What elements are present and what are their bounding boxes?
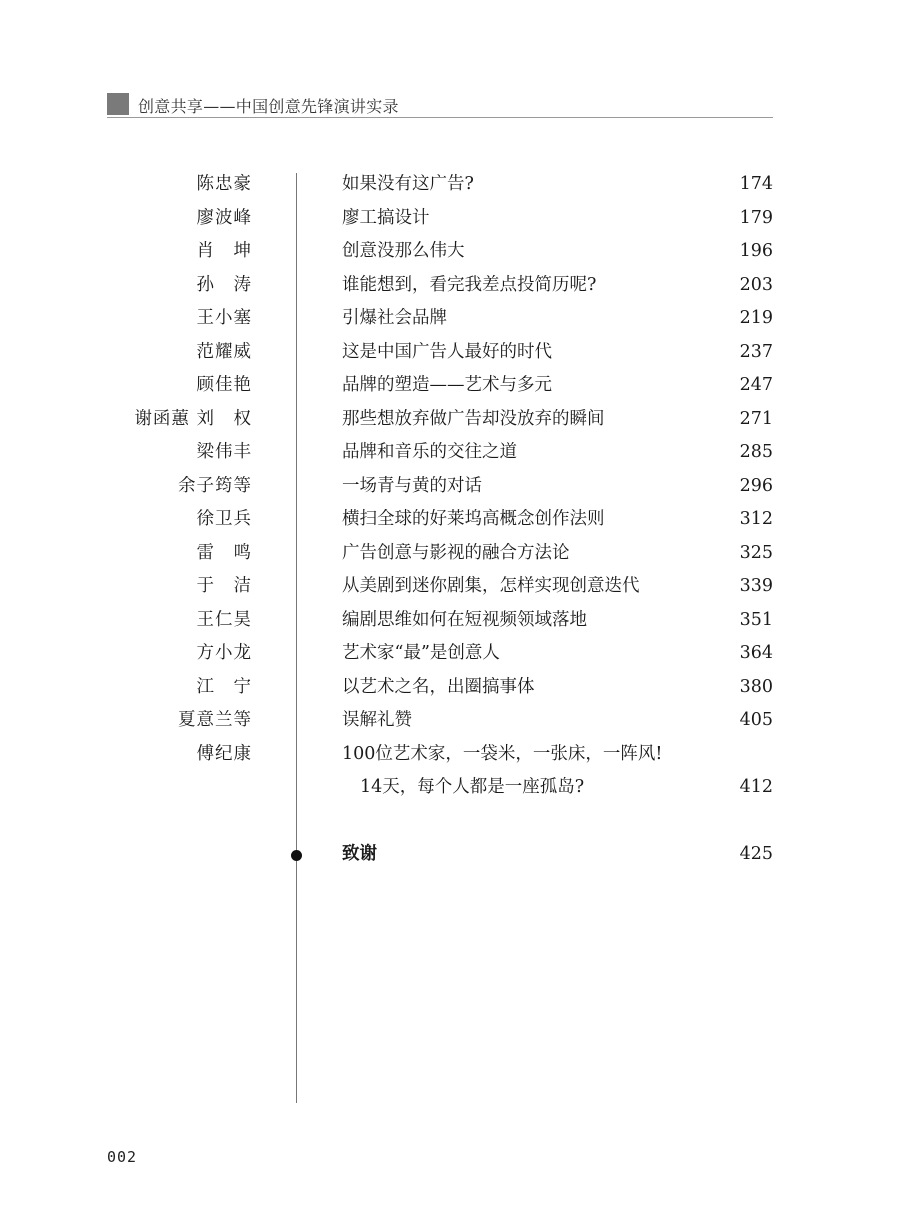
toc-page-number: 405 (739, 710, 773, 730)
toc-entry-acknowledgement[interactable] (0, 838, 900, 871)
toc-entry[interactable] (0, 336, 900, 369)
toc-page-number: 425 (739, 844, 773, 864)
toc-title: 艺术家“最”是创意人 (342, 643, 500, 663)
toc-author: 谢函蕙 刘 权 (134, 408, 252, 429)
toc-title: 误解礼赞 (342, 710, 412, 730)
toc-title: 广告创意与影视的融合方法论 (342, 542, 570, 563)
toc-title-continuation: 14天，每个人都是一座孤岛? (360, 777, 585, 797)
toc-entry[interactable] (0, 604, 900, 637)
toc-entry[interactable] (0, 470, 900, 503)
toc-title: 这是中国广告人最好的时代 (342, 341, 552, 362)
toc-page-number: 237 (739, 341, 773, 362)
toc-entry-continuation[interactable] (0, 771, 900, 804)
toc-entry[interactable] (0, 269, 900, 302)
toc-title: 如果没有这广告? (342, 174, 474, 194)
toc-page-number: 339 (739, 576, 773, 596)
toc-author: 夏意兰等 (178, 710, 252, 730)
toc-entry[interactable] (0, 637, 900, 670)
toc-title: 从美剧到迷你剧集，怎样实现创意迭代 (342, 576, 640, 596)
toc-title: 横扫全球的好莱坞高概念创作法则 (342, 509, 605, 529)
toc-author: 于 洁 (196, 576, 252, 596)
toc-author: 肖 坤 (196, 241, 252, 261)
toc-author: 顾佳艳 (196, 375, 252, 395)
toc-title: 以艺术之名，出圈搞事体 (342, 676, 535, 697)
toc-author: 范耀威 (196, 341, 252, 362)
header-marker-square (107, 93, 129, 115)
toc-title: 创意没那么伟大 (342, 241, 465, 261)
running-header (107, 90, 773, 118)
toc-author: 王仁昊 (196, 609, 252, 630)
acknowledgement-title: 致谢 (342, 844, 377, 864)
toc-author: 孙 涛 (196, 274, 252, 295)
toc-entry[interactable] (0, 738, 900, 771)
header-rule (107, 117, 773, 118)
toc-author: 余子筠等 (178, 475, 252, 496)
toc-page-number: 380 (739, 676, 773, 697)
toc-entry[interactable] (0, 436, 900, 469)
toc-author: 陈忠豪 (196, 174, 252, 194)
toc-entry[interactable] (0, 671, 900, 704)
toc-author: 傅纪康 (196, 743, 252, 764)
toc-title: 编剧思维如何在短视频领域落地 (342, 609, 587, 630)
toc-page-number: 179 (739, 207, 773, 228)
toc-entry[interactable] (0, 202, 900, 235)
toc-title: 谁能想到，看完我差点投简历呢? (342, 274, 597, 295)
toc-author: 方小龙 (196, 643, 252, 663)
toc-author: 王小塞 (196, 308, 252, 328)
toc-page-number: 412 (739, 777, 773, 797)
toc-title: 品牌和音乐的交往之道 (342, 442, 517, 462)
toc-page-number: 174 (739, 174, 773, 194)
toc-author: 廖波峰 (196, 207, 252, 228)
toc-author: 江 宁 (196, 676, 252, 697)
toc-page-number: 351 (739, 609, 773, 630)
toc-page-number: 219 (739, 308, 773, 328)
toc-page-number: 196 (739, 241, 773, 261)
toc-entry[interactable] (0, 369, 900, 402)
toc-title: 引爆社会品牌 (342, 308, 447, 328)
toc-title: 100位艺术家，一袋米，一张床，一阵风! (342, 743, 663, 764)
toc-page-number: 271 (739, 408, 773, 429)
toc-entry[interactable] (0, 570, 900, 603)
toc-title: 那些想放弃做广告却没放弃的瞬间 (342, 408, 605, 429)
toc-page-number: 203 (739, 274, 773, 295)
toc-page-number: 247 (739, 375, 773, 395)
toc-entry[interactable] (0, 302, 900, 335)
toc-author: 梁伟丰 (196, 442, 252, 462)
toc-page-number: 312 (739, 509, 773, 529)
toc-entry[interactable] (0, 503, 900, 536)
toc-author: 徐卫兵 (196, 509, 252, 529)
toc-entry[interactable] (0, 704, 900, 737)
toc-page-number: 285 (739, 442, 773, 462)
toc-entry[interactable] (0, 235, 900, 268)
header-title: 创意共享——中国创意先锋演讲实录 (138, 97, 399, 116)
toc-entry[interactable] (0, 168, 900, 201)
toc-entry[interactable] (0, 537, 900, 570)
toc-page-number: 364 (739, 643, 773, 663)
toc-page-number: 325 (739, 542, 773, 563)
toc-author: 雷 鸣 (196, 542, 252, 563)
toc-title: 廖工搞设计 (342, 207, 430, 228)
footer-page-number: 002 (107, 1148, 138, 1166)
toc-page-number: 296 (739, 475, 773, 496)
toc-entry[interactable] (0, 403, 900, 436)
toc-title: 一场青与黄的对话 (342, 475, 482, 496)
toc-title: 品牌的塑造——艺术与多元 (342, 375, 552, 395)
